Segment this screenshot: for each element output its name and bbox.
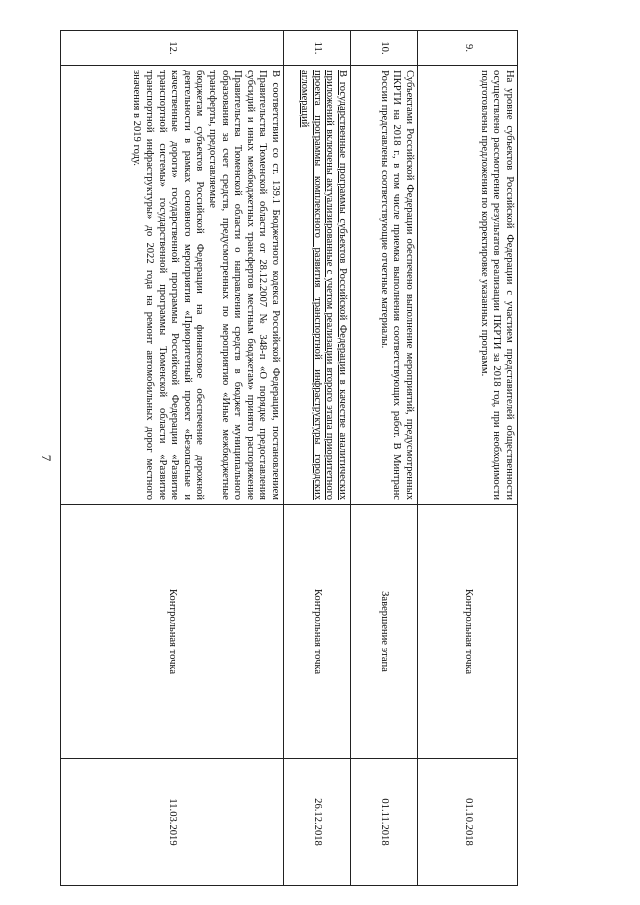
row-number: 10.: [351, 31, 418, 66]
table-row: [284, 31, 351, 886]
row-description-part-1: В соответствии со ст. 139.1 Бюджетного кодекса Российской Федерации, постановлением Правительства Тюменской области от 28.12.2007 № 348-п «О порядке предоставления субсидий и иных межбюджетных трансфертов местным бюджетам» принято распоряжение Правительства Тюменской области о направлении средств в бюджет муниципального образования за счет средств, предусмотренных по мероприятию «Иные межбюджетные трансферты, предоставляемые: [207, 70, 281, 500]
row-type: Контрольная точка: [61, 505, 284, 759]
row-date: 01.10.2018: [418, 759, 518, 886]
row-description: На уровне субъектов Российской Федерации с участием представителей общественности осуществлено рассмотрение результатов реализации ПКРТИ за 2018 год, при необходимости подготовлены предложения по корректировке указанных программ.: [418, 66, 518, 505]
row-description-part-2: бюджетам субъектов Российской Федерации на финансовое обеспечение дорожной деятельности в рамках основного мероприятия «Приоритетный проект «Безопасные и качественные дороги» государственной программы Российской Федерации «Развитие транспортной системы» государственной программы Тюменской области «Развитие транспортной инфраструктуры» до 2022 года на ремонт автомобильных дорог местного значения в 2019 году.: [131, 70, 206, 500]
row-number: 11.: [284, 31, 351, 66]
page-number: 7: [39, 454, 54, 462]
row-description: [61, 66, 284, 505]
row-type: Завершение этапа: [351, 505, 418, 759]
row-date: 11.03.2019: [61, 759, 284, 886]
row-number: 12.: [61, 31, 284, 66]
document-table: [60, 30, 518, 886]
table-row: [61, 31, 284, 886]
row-description-text: В государственные программы субъектов Российской Федерации в качестве аналитических приложений включены актуализированные с учетом реализации второго этапа приоритетного проекта программы комплексного развития транспортной инфраструктуры городских агломераций: [299, 70, 348, 500]
table-row: [351, 31, 418, 886]
row-date: 01.11.2018: [351, 759, 418, 886]
row-description: [284, 66, 351, 505]
document-table-container: [73, 30, 518, 875]
table-row: [418, 31, 518, 886]
row-type: Контрольная точка: [284, 505, 351, 759]
row-number: 9.: [418, 31, 518, 66]
row-description: Субъектами Российской Федерации обеспечено выполнение мероприятий, предусмотренных ПКРТИ на 2018 г., в том числе приемка выполнения соответствующих работ. В Минтранс России представлены соответствующие отчетные материалы.: [351, 66, 418, 505]
row-date: 26.12.2018: [284, 759, 351, 886]
row-type: Контрольная точка: [418, 505, 518, 759]
